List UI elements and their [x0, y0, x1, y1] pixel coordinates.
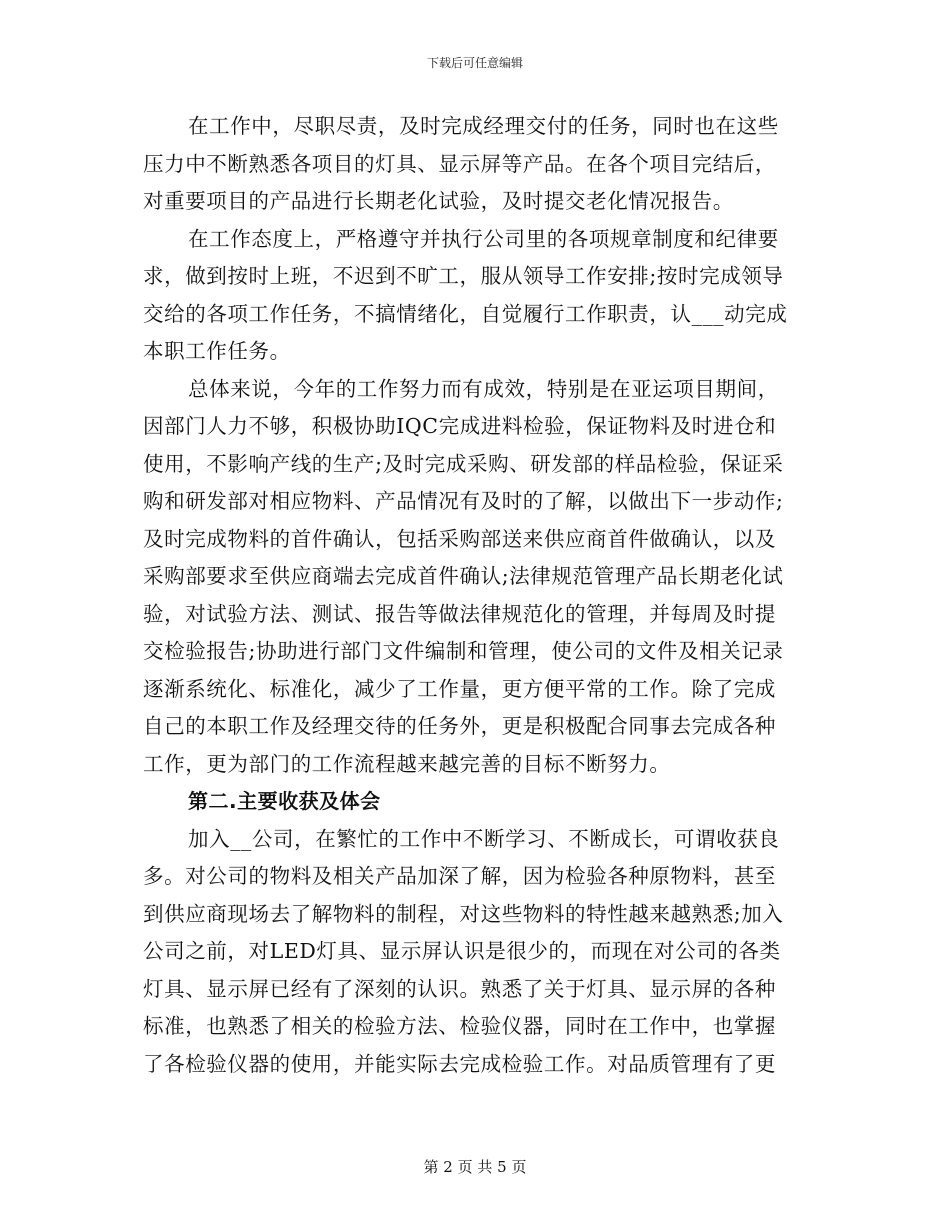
text-line: 交给的各项工作任务，不搞情绪化，自觉履行工作职责，认___动完成	[143, 301, 788, 326]
text-line: 总体来说，今年的工作努力而有成效，特别是在亚运项目期间，	[188, 376, 779, 401]
text-line: 使用，不影响产线的生产;及时完成采购、研发部的样品检验，保证采	[143, 451, 784, 476]
text-line: 了各检验仪器的使用，并能实际去完成检验工作。对品质管理有了更	[143, 1051, 776, 1076]
text-line: 工作，更为部门的工作流程越来越完善的目标不断努力。	[143, 751, 671, 776]
paragraph-summary	[143, 371, 813, 784]
text-line: 灯具、显示屏已经有了深刻的认识。熟悉了关于灯具、显示屏的各种	[143, 976, 776, 1001]
text-line: 验，对试验方法、测试、报告等做法律规范化的管理，并每周及时提	[143, 601, 776, 626]
paragraph-gains	[143, 821, 813, 1084]
text-line: 自己的本职工作及经理交待的任务外，更是积极配合同事去完成各种	[143, 714, 776, 738]
text-line: 交检验报告;协助进行部门文件编制和管理，使公司的文件及相关记录	[143, 639, 784, 663]
text-line: 对重要项目的产品进行长期老化试验，及时提交老化情况报告。	[143, 189, 734, 213]
page-header: 下载后可任意编辑	[426, 56, 523, 70]
text-line: 在工作态度上，严格遵守并执行公司里的各项规章制度和纪律要	[188, 226, 779, 251]
text-line: 公司之前，对LED灯具、显示屏认识是很少的，而现在对公司的各类	[143, 939, 781, 963]
text-line: 采购部要求至供应商端去完成首件确认;法律规范管理产品长期老化试	[143, 564, 784, 588]
paragraph-work-duties	[143, 108, 813, 221]
paragraph-work-attitude	[143, 221, 813, 371]
text-line: 到供应商现场去了解物料的制程，对这些物料的特性越来越熟悉;加入	[143, 901, 784, 926]
text-line: 逐渐系统化、标准化，减少了工作量，更方便平常的工作。除了完成	[143, 676, 776, 701]
text-line: 多。对公司的物料及相关产品加深了解，因为检验各种原物料，甚至	[143, 864, 776, 888]
text-line: 在工作中，尽职尽责，及时完成经理交付的任务，同时也在这些	[188, 114, 779, 138]
text-line: 压力中不断熟悉各项目的灯具、显示屏等产品。在各个项目完结后，	[143, 151, 776, 176]
text-line: 购和研发部对相应物料、产品情况有及时的了解，以做出下一步动作;	[143, 489, 784, 513]
page-footer: 第 2 页 共 5 页	[423, 1158, 527, 1176]
document-body	[143, 108, 813, 1083]
text-line: 及时完成物料的首件确认，包括采购部送来供应商首件做确认，以及	[143, 526, 776, 551]
text-line: 标准，也熟悉了相关的检验方法、检验仪器，同时在工作中，也掌握	[143, 1014, 776, 1038]
text-line: 因部门人力不够，积极协助IQC完成进料检验，保证物料及时进仓和	[143, 414, 777, 438]
text-line: 本职工作任务。	[143, 339, 291, 363]
text-line: 加入__公司，在繁忙的工作中不断学习、不断成长，可谓收获良	[188, 826, 780, 851]
text-line: 求，做到按时上班，不迟到不旷工，服从领导工作安排;按时完成领导	[143, 264, 784, 288]
section-heading: 第二.主要收获及体会	[188, 789, 381, 813]
